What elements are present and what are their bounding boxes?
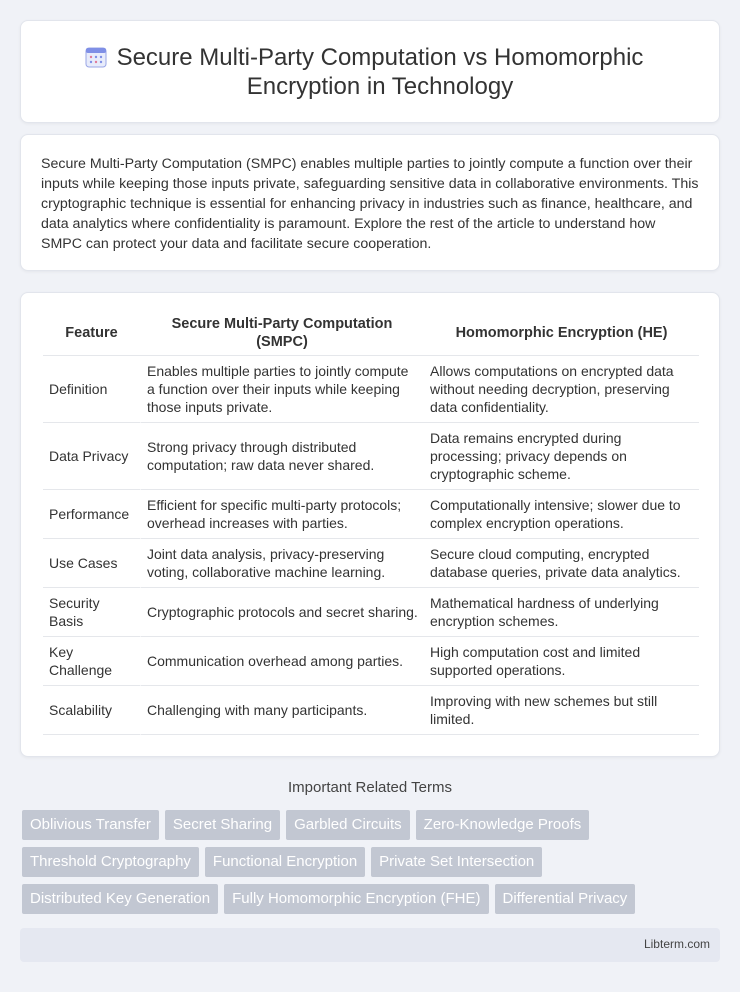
feature-cell: Scalability	[43, 686, 140, 735]
comparison-table	[43, 311, 699, 735]
smpc-cell: Communication overhead among parties.	[140, 637, 424, 686]
page-title: Secure Multi-Party Computation vs Homomorphic Encryption in Technology	[116, 44, 644, 100]
smpc-cell: Joint data analysis, privacy-preserving voting, collaborative machine learning.	[140, 539, 424, 588]
tag-zero-knowledge-proofs[interactable]: Zero-Knowledge Proofs	[416, 810, 590, 840]
intro-card	[20, 134, 720, 271]
table-row	[43, 588, 699, 637]
smpc-cell: Cryptographic protocols and secret sharing.	[140, 588, 424, 637]
he-cell: High computation cost and limited supported operations.	[424, 637, 699, 686]
smpc-cell: Enables multiple parties to jointly compute a function over their inputs while keeping those inputs private.	[140, 356, 424, 423]
feature-cell: Security Basis	[43, 588, 140, 637]
smpc-cell: Challenging with many participants.	[140, 686, 424, 735]
tag-row	[22, 810, 702, 840]
tag-distributed-key-generation[interactable]: Distributed Key Generation	[22, 884, 218, 914]
he-cell: Allows computations on encrypted data without needing decryption, preserving data confidentiality.	[424, 356, 699, 423]
table-row	[43, 490, 699, 539]
tag-row	[22, 847, 702, 877]
feature-cell: Definition	[43, 356, 140, 423]
feature-cell: Data Privacy	[43, 423, 140, 490]
tag-fully-homomorphic-encryption[interactable]: Fully Homomorphic Encryption (FHE)	[224, 884, 488, 914]
comparison-card	[20, 292, 720, 757]
smpc-cell: Efficient for specific multi-party protocols; overhead increases with parties.	[140, 490, 424, 539]
he-cell: Computationally intensive; slower due to complex encryption operations.	[424, 490, 699, 539]
he-cell: Secure cloud computing, encrypted database queries, private data analytics.	[424, 539, 699, 588]
feature-cell: Performance	[43, 490, 140, 539]
related-terms-list	[22, 810, 702, 921]
feature-cell: Use Cases	[43, 539, 140, 588]
intro-paragraph: Secure Multi-Party Computation (SMPC) enables multiple parties to jointly compute a function over their inputs while keeping those inputs private, safeguarding sensitive data in collaborative environments. This cryptographic technique is essential for enhancing privacy in industries such as finance, healthcare, and data analytics where confidentiality is paramount. Explore the rest of the article to understand how SMPC can protect your data and facilitate secure cooperation.	[41, 156, 699, 252]
footer	[20, 928, 720, 962]
header-smpc: Secure Multi-Party Computation (SMPC)	[140, 311, 424, 356]
tag-threshold-cryptography[interactable]: Threshold Cryptography	[22, 847, 199, 877]
table-header-row	[43, 311, 699, 356]
tag-secret-sharing[interactable]: Secret Sharing	[165, 810, 280, 840]
table-row	[43, 423, 699, 490]
tag-differential-privacy[interactable]: Differential Privacy	[495, 884, 636, 914]
header-card	[20, 20, 720, 123]
table-row	[43, 637, 699, 686]
table-row	[43, 356, 699, 423]
header-feature: Feature	[43, 311, 140, 356]
tag-oblivious-transfer[interactable]: Oblivious Transfer	[22, 810, 159, 840]
smpc-cell: Strong privacy through distributed computation; raw data never shared.	[140, 423, 424, 490]
he-cell: Data remains encrypted during processing; privacy depends on cryptographic scheme.	[424, 423, 699, 490]
tag-garbled-circuits[interactable]: Garbled Circuits	[286, 810, 410, 840]
table-row	[43, 539, 699, 588]
header-he: Homomorphic Encryption (HE)	[424, 311, 699, 356]
footer-site-name[interactable]: Libterm.com	[643, 937, 710, 951]
table-row	[43, 686, 699, 735]
tag-functional-encryption[interactable]: Functional Encryption	[205, 847, 365, 877]
he-cell: Improving with new schemes but still limited.	[424, 686, 699, 735]
feature-cell: Key Challenge	[43, 637, 140, 686]
tag-row	[22, 884, 702, 914]
tag-private-set-intersection[interactable]: Private Set Intersection	[371, 847, 542, 877]
related-terms-heading: Important Related Terms	[288, 779, 452, 796]
he-cell: Mathematical hardness of underlying encryption schemes.	[424, 588, 699, 637]
